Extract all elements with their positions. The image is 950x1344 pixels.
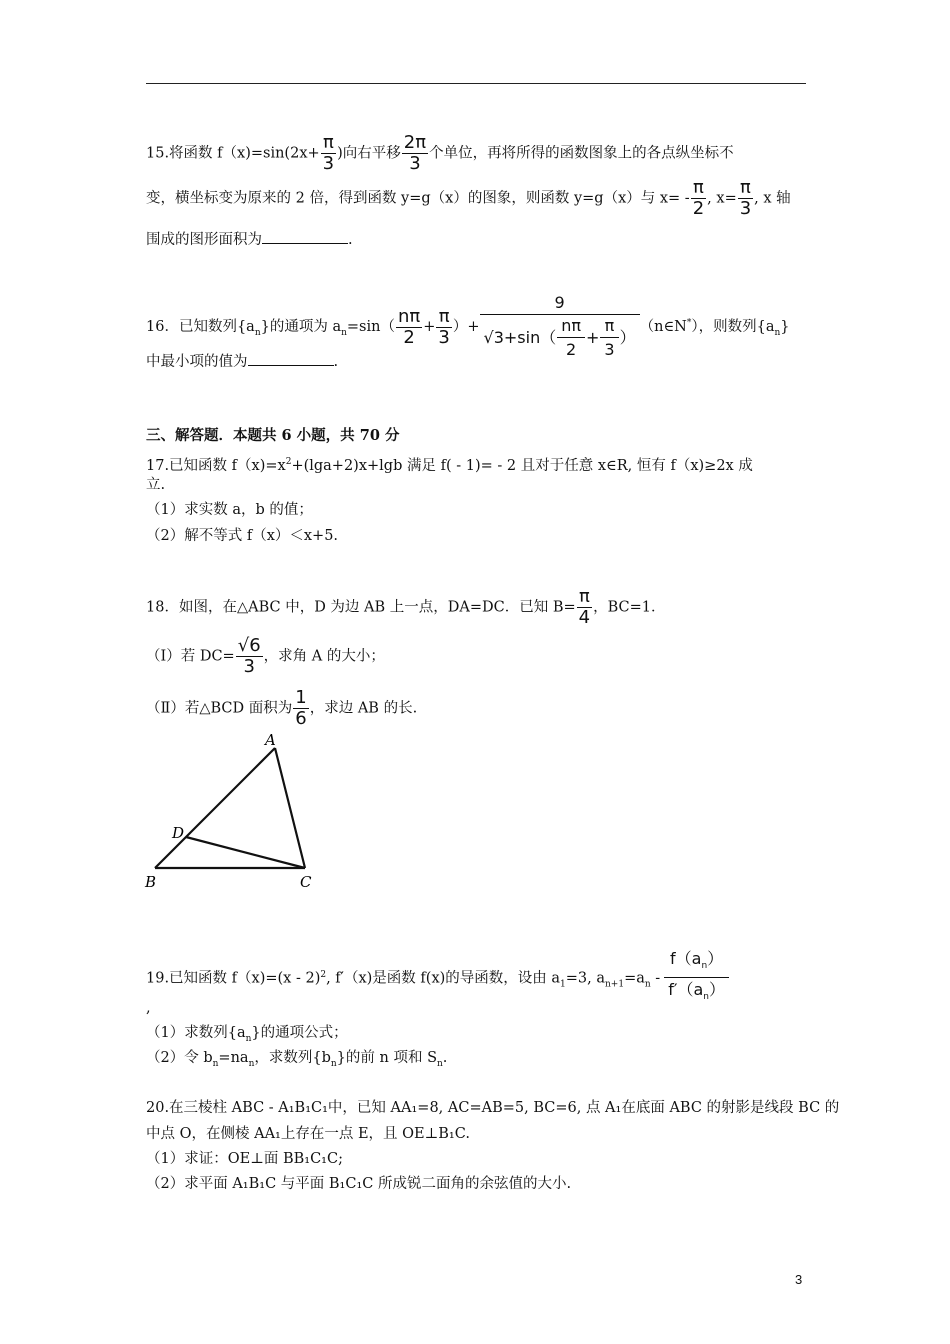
q18-part1 <box>146 636 385 677</box>
q19-line1 <box>146 948 729 1009</box>
frac-num: π <box>693 177 704 198</box>
section-3-heading: 三、解答题．本题共 6 小题，共 70 分 <box>146 427 400 444</box>
frac-num: nπ <box>397 305 421 327</box>
q18-text-c: （Ⅰ）若 DC= <box>146 648 235 665</box>
sup-2: 2 <box>285 457 292 467</box>
sub-n: n <box>245 1033 252 1044</box>
q16-big-fraction <box>480 292 640 362</box>
q16-text-g: } <box>780 319 790 335</box>
sub-n: n <box>212 1058 219 1069</box>
q17-part2: （2）解不等式 f（x）＜x+5. <box>146 528 339 544</box>
close: ） <box>707 949 724 968</box>
q17-line1 <box>146 452 753 476</box>
triangle-figure <box>140 728 330 893</box>
sub-n: n <box>774 327 781 338</box>
frac-den: 3 <box>402 153 428 174</box>
label-a: A <box>265 731 276 749</box>
q19-text-l: . <box>442 1050 448 1066</box>
sqrt3: √3 <box>483 328 504 347</box>
q15-text-g: 围成的图形面积为 <box>146 232 262 248</box>
q15-frac-pi-3 <box>321 133 336 174</box>
den-text: f′（a <box>668 980 704 1000</box>
big-frac-num: 9 <box>554 293 565 312</box>
frac-den: 2 <box>557 337 585 362</box>
q16-text-e: （n∈N <box>639 319 687 335</box>
sub-n: n <box>248 1058 255 1069</box>
q19-text-j: ，求数列{b <box>254 1050 331 1066</box>
q20-part1: （1）求证：OE⊥面 BB₁C₁C; <box>146 1151 343 1167</box>
q16-frac-pi-3 <box>436 307 451 348</box>
frac-num: π <box>578 586 590 607</box>
sub-n: n <box>254 327 261 338</box>
frac-den: 3 <box>600 337 618 362</box>
edge-ba <box>155 748 275 868</box>
q19-part1 <box>146 1023 348 1049</box>
frac-den: 3 <box>438 326 450 348</box>
answer-blank <box>262 229 348 244</box>
q15-frac-pi-2 <box>691 178 706 219</box>
sub-n: n <box>644 979 651 990</box>
q18-text-a: 18．如图，在△ABC 中，D 为边 AB 上一点，DA=DC．已知 B= <box>146 599 576 616</box>
sub-1: 1 <box>560 979 566 990</box>
q20-line1: 20.在三棱柱 ABC - A₁B₁C₁中，已知 AA₁=8, AC=AB=5, BC=6, 点 A₁在底面 ABC 的射影是线段 BC 的 <box>146 1100 840 1116</box>
q18-frac-pi-4 <box>577 587 592 628</box>
q15-frac-pi-3b <box>738 178 753 219</box>
q15-text-a: 15.将函数 f（x)=sin(2x+ <box>146 145 320 162</box>
plus: + <box>586 328 600 347</box>
sub-n: n <box>701 961 708 972</box>
q19-text-g: }的通项公式； <box>251 1025 348 1041</box>
q18-text-e: （Ⅱ）若△BCD 面积为 <box>146 700 293 717</box>
q18-text-f: ，求边 AB 的长. <box>309 700 418 717</box>
frac-num: 1 <box>295 687 307 708</box>
q19-text-k: }的前 n 项和 S <box>336 1050 437 1066</box>
den-sin: +sin（ <box>503 328 557 347</box>
q15-line2 <box>146 178 791 219</box>
q15-text-c: 个单位，再将所得的函数图象上的各点纵坐标不 <box>429 145 734 162</box>
q17-text-a: 17.已知函数 f（x)=x <box>146 457 286 474</box>
q17-text-b: +(lga+2)x+lgb 满足 f( - 1)= - 2 且对于任意 x∈R, 恒有 f（x)≥2x 成 <box>291 457 753 474</box>
q19-part2 <box>146 1048 447 1074</box>
q19-text-c: =3, a <box>565 970 606 987</box>
q15-end: . <box>348 232 353 248</box>
q15-text-d: 变，横坐标变为原来的 2 倍，得到函数 y=g（x）的图象，则函数 y=g（x）与 x= - <box>146 190 690 207</box>
edge-ac <box>275 748 305 868</box>
sup-star: * <box>686 318 692 329</box>
q19-text-i: =na <box>218 1050 249 1066</box>
frac-den: 2 <box>692 198 705 219</box>
q20-part2: （2）求平面 A₁B₁C 与平面 B₁C₁C 所成锐二面角的余弦值的大小. <box>146 1176 572 1192</box>
answer-blank <box>248 351 334 366</box>
sub-n: n <box>437 1058 443 1069</box>
q15-frac-2pi-3 <box>402 133 428 174</box>
q16-text-f: ），则数列{a <box>691 319 775 335</box>
q16-text-d: ）+ <box>452 319 480 335</box>
q16-text-c: =sin（ <box>346 319 395 335</box>
frac-den: 3 <box>739 198 752 219</box>
q19-text-a: 19.已知函数 f（x)=(x - 2) <box>146 970 321 987</box>
close: ） <box>709 980 726 1000</box>
q19-fraction <box>664 948 729 1009</box>
q16-frac-npi-2 <box>396 307 422 348</box>
plus: + <box>423 319 436 335</box>
frac-num: 2π <box>403 132 427 153</box>
q17-line2: 立. <box>146 477 166 493</box>
page-number: 3 <box>795 1272 803 1287</box>
q15-text-b: )向右平移 <box>337 145 401 162</box>
sub-n: n <box>341 327 347 338</box>
q18-frac-1-6 <box>293 688 308 729</box>
q19-text-d: =a <box>624 970 645 987</box>
q17-part1: （1）求实数 a，b 的值； <box>146 502 313 518</box>
den-frac-pi-3 <box>600 315 618 362</box>
q15-line3 <box>146 229 353 250</box>
q19-text-e: - <box>650 970 661 987</box>
q19-text-h: （2）令 b <box>146 1050 213 1066</box>
sup-2: 2 <box>320 969 327 980</box>
big-frac-den <box>480 314 640 362</box>
frac-num: π <box>740 177 751 198</box>
q15-text-e: , x= <box>707 190 737 207</box>
q20-line2: 中点 O，在侧棱 AA₁上存在一点 E，且 OE⊥B₁C. <box>146 1126 470 1142</box>
frac-num: π <box>322 132 334 153</box>
frac-num: nπ <box>561 316 581 335</box>
sub-n1: n+1 <box>605 979 625 990</box>
frac-den: 3 <box>322 153 335 174</box>
frac-den: 2 <box>396 327 422 348</box>
q19-comma: , <box>146 1000 151 1016</box>
q16-text-b: }的通项为 a <box>260 319 342 335</box>
label-c: C <box>300 873 312 891</box>
label-d: D <box>172 824 185 842</box>
den-frac-npi-2 <box>557 315 585 362</box>
frac-den: 3 <box>236 656 263 677</box>
frac-num: π <box>438 305 450 327</box>
frac-num: π <box>604 316 615 335</box>
sub-n: n <box>703 992 709 1003</box>
label-b: B <box>145 873 157 891</box>
frac-den: 6 <box>295 708 307 729</box>
frac-den: 4 <box>578 607 591 628</box>
q16-text-h: 中最小项的值为 <box>146 354 248 370</box>
q15-line1 <box>146 133 734 174</box>
q18-text-d: ，求角 A 的大小； <box>263 648 385 665</box>
q16-text-a: 16．已知数列{a <box>146 319 255 335</box>
q19-frac-den <box>664 977 729 1009</box>
q19-text-b: , f′（x)是函数 f(x)的导函数，设由 a <box>326 970 561 987</box>
den-close: ） <box>619 328 636 347</box>
q16-line2 <box>146 351 338 372</box>
q19-text-f: （1）求数列{a <box>146 1025 246 1041</box>
sub-n: n <box>330 1058 337 1069</box>
q15-text-f: , x 轴 <box>754 190 791 207</box>
q16-end: . <box>333 354 339 370</box>
frac-num: √6 <box>237 635 261 656</box>
q18-line1 <box>146 587 666 628</box>
q18-part2 <box>146 688 417 729</box>
num-text: f（a <box>670 949 702 968</box>
edge-dc <box>186 837 305 868</box>
header-rule <box>146 83 806 84</box>
q18-frac-sqrt6-3 <box>236 636 263 677</box>
q19-frac-num <box>664 948 729 977</box>
q18-text-b: ，BC=1． <box>593 599 666 616</box>
